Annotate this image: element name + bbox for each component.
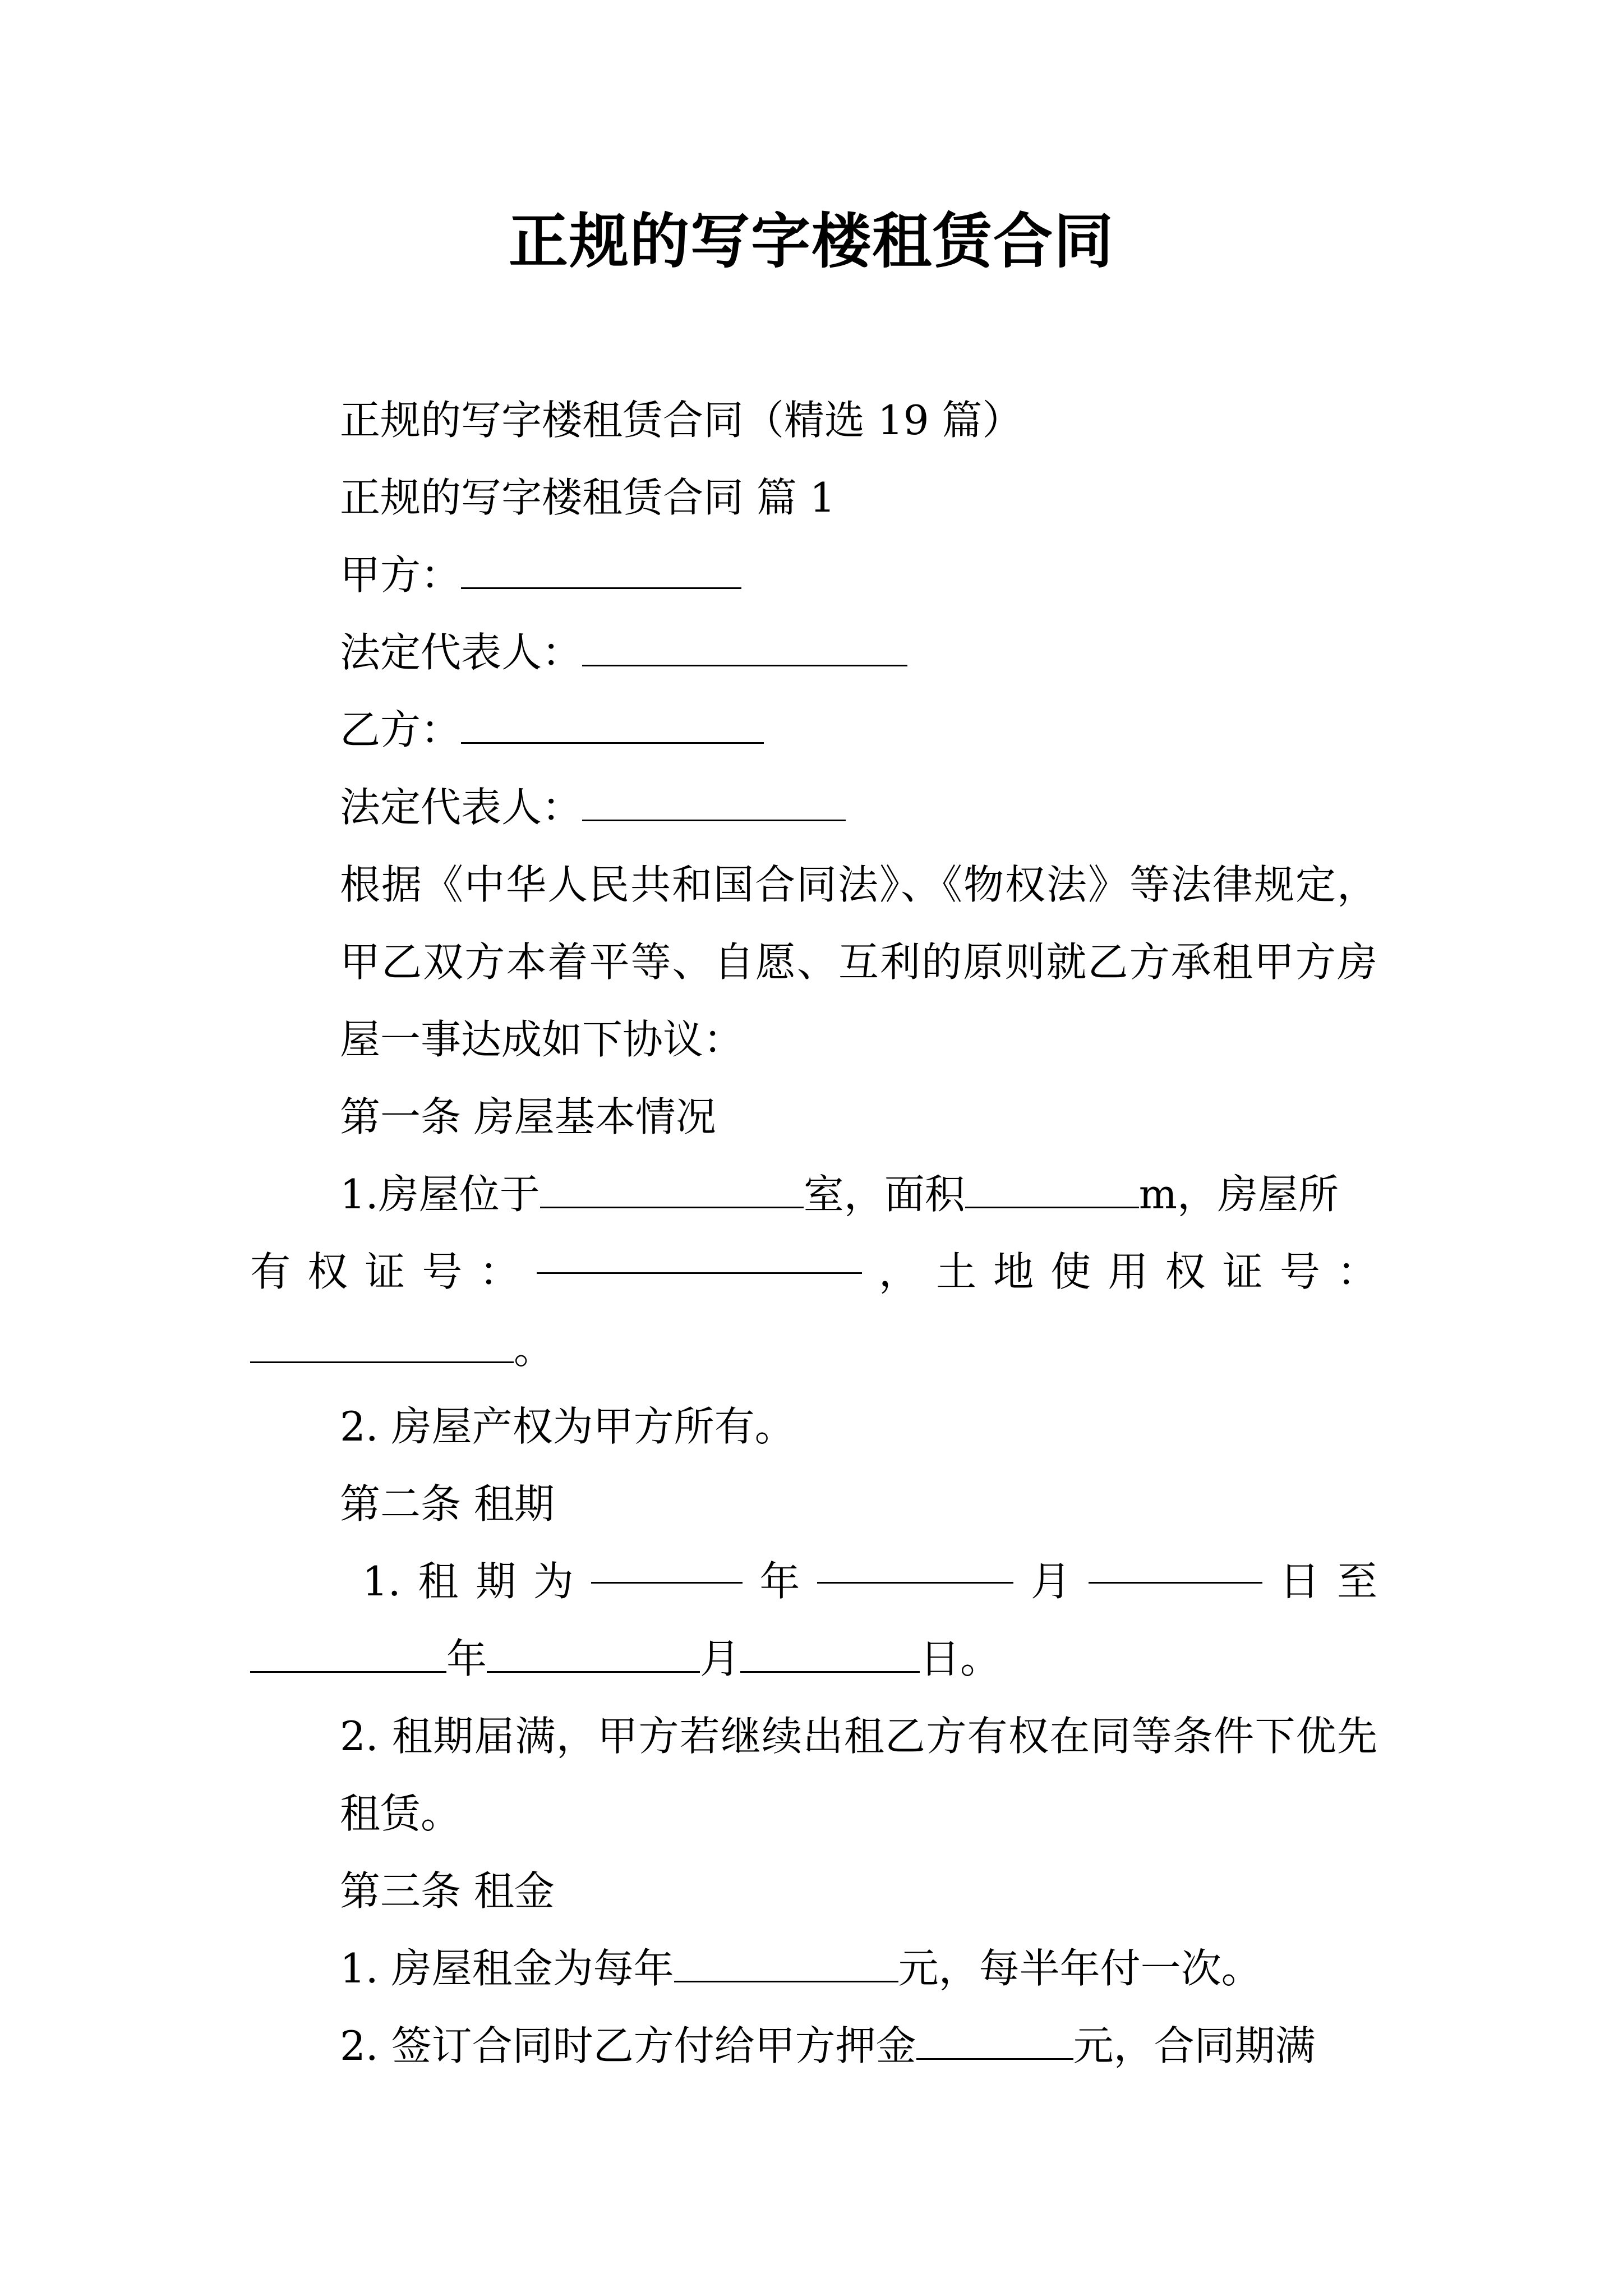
text-segment: ：	[1336, 1248, 1377, 1295]
article-1-clause-1-line-3	[250, 1310, 1377, 1388]
text-segment: 元，合同期满	[1073, 2022, 1316, 2069]
party-a-line	[250, 536, 1377, 614]
text-segment: 年	[759, 1558, 800, 1605]
text-segment: 月	[700, 1635, 741, 1682]
party-b-line	[250, 691, 1377, 769]
text-segment: 号	[422, 1248, 463, 1295]
article-3-clause-1	[250, 1930, 1377, 2007]
document-title: 正规的写字楼租赁合同	[509, 206, 1114, 276]
party-a-label: 甲方：	[340, 551, 462, 599]
rep-a-blank	[582, 625, 907, 666]
article-3-heading: 第三条 租金	[340, 1867, 555, 1915]
start-year-blank	[591, 1543, 743, 1584]
rep-b-label: 法定代表人：	[340, 784, 583, 831]
party-b-label: 乙方：	[340, 706, 462, 753]
text-segment: 号	[1279, 1248, 1320, 1295]
text-segment: 证	[1222, 1248, 1263, 1295]
start-month-blank	[817, 1543, 1013, 1584]
article-2-clause-1-line-2	[250, 1620, 1377, 1697]
text-segment: 月	[1030, 1558, 1071, 1605]
article-1-clause-1-line-2	[250, 1233, 1377, 1310]
document-body	[250, 381, 1377, 2085]
article-3-clause-2	[250, 2007, 1377, 2085]
end-day-blank	[740, 1632, 920, 1673]
rep-a-label: 法定代表人：	[340, 629, 583, 676]
article-1-clause-2: 2. 房屋产权为甲方所有。	[340, 1403, 795, 1450]
area-blank	[965, 1167, 1139, 1208]
ownership-cert-blank	[537, 1233, 862, 1274]
text-segment: 权	[307, 1248, 348, 1295]
text-segment: 1. 房屋租金为每年	[340, 1945, 674, 1992]
text-segment: 期	[476, 1558, 517, 1605]
text-segment: 土	[935, 1248, 976, 1295]
rep-a-line	[250, 614, 1377, 691]
text-segment: 1.房屋位于	[340, 1171, 540, 1218]
text-segment: 1.	[362, 1558, 401, 1605]
text-segment: 地	[993, 1248, 1034, 1295]
deposit-blank	[916, 2019, 1073, 2060]
text-segment: 至	[1336, 1558, 1377, 1605]
party-b-blank	[461, 703, 764, 744]
party-a-blank	[461, 548, 741, 589]
article-1-heading: 第一条 房屋基本情况	[340, 1093, 716, 1140]
text-segment: 日	[1279, 1558, 1320, 1605]
text-segment: 使	[1050, 1248, 1091, 1295]
text-segment: 有	[250, 1248, 291, 1295]
text-segment: 为	[533, 1558, 574, 1605]
article-2-clause-1-line-1	[250, 1543, 1377, 1620]
text-segment: ，	[878, 1248, 919, 1295]
article-2-heading: 第二条 租期	[340, 1480, 555, 1527]
text-segment: m，房屋所	[1138, 1171, 1339, 1218]
land-cert-blank	[250, 1322, 514, 1363]
text-segment: 。	[514, 1326, 555, 1373]
end-month-blank	[487, 1632, 700, 1673]
rep-b-blank	[582, 780, 846, 821]
text-segment: 室，面积	[803, 1171, 965, 1218]
text-segment: 用	[1108, 1248, 1149, 1295]
article-2-clause-2: 2. 租期届满，甲方若继续出租乙方有权在同等条件下优先租赁。	[340, 1713, 1377, 1837]
text-segment: 租	[418, 1558, 459, 1605]
text-segment: ：	[479, 1248, 520, 1295]
end-year-blank	[250, 1632, 446, 1673]
collection-heading: 正规的写字楼租赁合同（精选 19 篇）	[340, 397, 1023, 444]
text-segment: 年	[446, 1635, 487, 1682]
text-segment: 元，每半年付一次。	[898, 1945, 1262, 1992]
annual-rent-blank	[674, 1941, 898, 1982]
start-day-blank	[1089, 1543, 1262, 1584]
text-segment: 2. 签订合同时乙方付给甲方押金	[340, 2022, 916, 2069]
room-blank	[540, 1167, 804, 1208]
article-1-clause-1-line-1	[250, 1156, 1377, 1233]
text-segment: 日。	[920, 1635, 1001, 1682]
rep-b-line	[250, 769, 1377, 846]
intro-paragraph: 根据《中华人民共和国合同法》、《物权法》等法律规定，甲乙双方本着平等、自愿、互利的原则就乙方承租甲方房屋一事达成如下协议：	[340, 861, 1377, 1063]
article-heading: 正规的写字楼租赁合同 篇 1	[340, 474, 836, 521]
text-segment: 证	[365, 1248, 405, 1295]
text-segment: 权	[1165, 1248, 1206, 1295]
